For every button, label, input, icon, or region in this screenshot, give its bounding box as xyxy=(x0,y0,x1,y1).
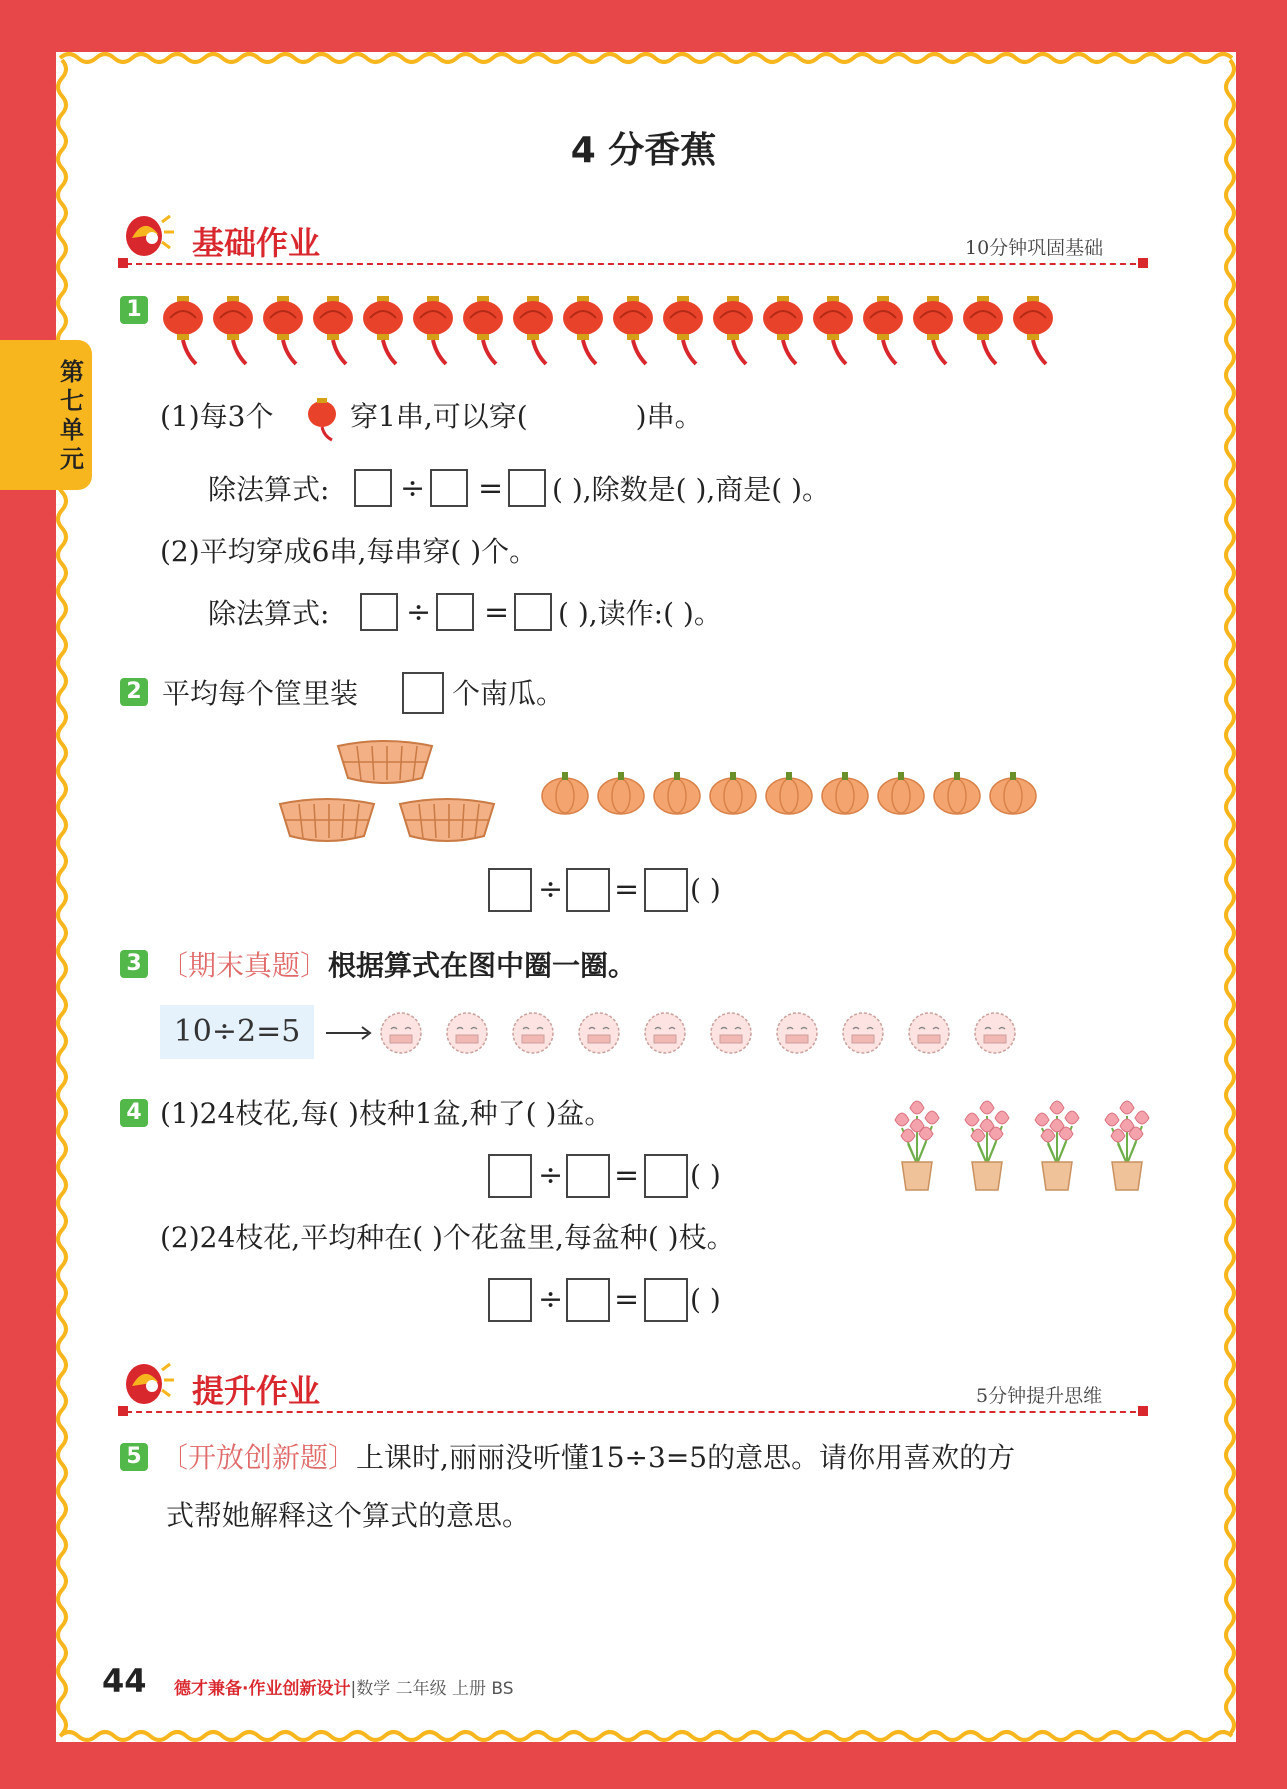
answer-box[interactable] xyxy=(354,469,392,507)
page-number: 44 xyxy=(102,1662,147,1700)
q2-text-a: 平均每个筐里装 xyxy=(162,677,359,710)
q1-part1-b-text: 穿1串,可以穿( xyxy=(350,400,528,433)
answer-box[interactable] xyxy=(566,1154,610,1198)
q1-div1-tail: ( ),除数是( ),商是( )。 xyxy=(552,473,831,506)
q5-line-2: 式帮她解释这个算式的意思。 xyxy=(166,1499,531,1532)
q3-formula: 10÷2=5 xyxy=(160,1005,314,1059)
face-peach[interactable] xyxy=(510,1010,556,1056)
rule-end-left xyxy=(118,258,128,268)
flower-pot xyxy=(1028,1096,1086,1192)
q4-part2-text: (2)24枝花,平均种在( )个花盆里,每盆种( )枝。 xyxy=(160,1221,735,1254)
pumpkin xyxy=(876,768,926,816)
lantern xyxy=(610,294,656,368)
answer-box[interactable] xyxy=(436,593,474,631)
q1-part1-c-text: )串。 xyxy=(635,400,703,433)
face-peach[interactable] xyxy=(840,1010,886,1056)
rule-end-left xyxy=(118,1406,128,1416)
q3-instruction: 根据算式在图中圈一圈。 xyxy=(328,949,637,982)
lantern xyxy=(910,294,956,368)
basket xyxy=(396,796,498,844)
face-peach[interactable] xyxy=(906,1010,952,1056)
q3-tag: 〔期末真题〕 xyxy=(160,949,329,982)
answer-box[interactable] xyxy=(566,868,610,912)
rule-end-right xyxy=(1138,258,1148,268)
section-rule xyxy=(126,1411,1146,1413)
question-number-5: 5 xyxy=(120,1443,148,1471)
question-number-4: 4 xyxy=(120,1099,148,1127)
flower-pot xyxy=(958,1096,1016,1192)
lantern xyxy=(160,294,206,368)
q5-tag: 〔开放创新题〕 xyxy=(160,1441,357,1474)
face-peach[interactable] xyxy=(774,1010,820,1056)
unit-parens: ( ) xyxy=(690,873,721,906)
pumpkin xyxy=(540,768,590,816)
lantern-icon xyxy=(304,394,344,444)
pumpkin xyxy=(764,768,814,816)
section-note-advanced: 5分钟提升思维 xyxy=(976,1385,1103,1407)
section-title-basic: 基础作业 xyxy=(192,224,321,262)
equals-sign: = xyxy=(614,1158,640,1193)
bell-icon xyxy=(118,1356,178,1412)
equals-sign: = xyxy=(484,595,510,630)
face-peach[interactable] xyxy=(378,1010,424,1056)
lantern xyxy=(660,294,706,368)
equals-sign: = xyxy=(614,1282,640,1317)
q5-line1-text: 上课时,丽丽没听懂15÷3=5的意思。请你用喜欢的方 xyxy=(356,1441,1016,1474)
divide-sign: ÷ xyxy=(400,471,426,506)
q3-text xyxy=(160,946,636,986)
lantern xyxy=(1010,294,1056,368)
question-number-1: 1 xyxy=(120,296,148,324)
pumpkin xyxy=(988,768,1038,816)
answer-box[interactable] xyxy=(644,1278,688,1322)
unit-parens: ( ) xyxy=(690,1283,721,1316)
pumpkin xyxy=(596,768,646,816)
lantern xyxy=(210,294,256,368)
pumpkin xyxy=(652,768,702,816)
flower-pot xyxy=(1098,1096,1156,1192)
equals-sign: = xyxy=(478,471,504,506)
face-peach[interactable] xyxy=(444,1010,490,1056)
lantern xyxy=(710,294,756,368)
face-peach[interactable] xyxy=(708,1010,754,1056)
q1-part1-b xyxy=(350,397,703,437)
footer-brand: 德才兼备·作业创新设计 xyxy=(174,1679,351,1699)
answer-box[interactable] xyxy=(430,469,468,507)
answer-box[interactable] xyxy=(566,1278,610,1322)
q5-line-1 xyxy=(160,1438,1015,1478)
answer-box[interactable] xyxy=(402,672,444,714)
answer-box[interactable] xyxy=(360,593,398,631)
face-peach[interactable] xyxy=(642,1010,688,1056)
unit-tab-label: 第七单元 xyxy=(60,358,84,473)
answer-box[interactable] xyxy=(644,868,688,912)
face-peach[interactable] xyxy=(576,1010,622,1056)
lantern xyxy=(510,294,556,368)
face-peach[interactable] xyxy=(972,1010,1018,1056)
divide-sign: ÷ xyxy=(406,595,432,630)
lantern xyxy=(860,294,906,368)
question-number-3: 3 xyxy=(120,950,148,978)
divide-sign: ÷ xyxy=(538,1158,564,1193)
answer-box[interactable] xyxy=(488,1154,532,1198)
basket xyxy=(276,796,378,844)
divide-sign: ÷ xyxy=(538,872,564,907)
lantern xyxy=(410,294,456,368)
q1-div-label-1: 除法算式: xyxy=(208,473,330,506)
pumpkin xyxy=(708,768,758,816)
page-title: 4 分香蕉 xyxy=(570,130,717,171)
footer-info: |数学 二年级 上册 BS xyxy=(350,1679,514,1699)
arrow-icon xyxy=(324,1022,374,1044)
flower-pot xyxy=(888,1096,946,1192)
rule-end-right xyxy=(1138,1406,1148,1416)
q1-part1-text xyxy=(160,397,273,437)
lantern xyxy=(360,294,406,368)
bell-icon xyxy=(118,208,178,264)
basket xyxy=(334,738,436,786)
section-rule xyxy=(126,263,1146,265)
divide-sign: ÷ xyxy=(538,1282,564,1317)
lantern xyxy=(560,294,606,368)
q1-div2-tail: ( ),读作:( )。 xyxy=(558,597,722,630)
q1-part2-text: (2)平均穿成6串,每串穿( )个。 xyxy=(160,535,538,568)
unit-parens: ( ) xyxy=(690,1159,721,1192)
question-number-2: 2 xyxy=(120,678,148,706)
unit-tab xyxy=(0,340,92,490)
answer-box[interactable] xyxy=(508,469,546,507)
pumpkin xyxy=(932,768,982,816)
lantern xyxy=(960,294,1006,368)
lantern xyxy=(760,294,806,368)
lantern xyxy=(810,294,856,368)
section-title-advanced: 提升作业 xyxy=(192,1372,321,1410)
q1-part1-a: (1)每3个 xyxy=(160,400,274,433)
section-note-basic: 10分钟巩固基础 xyxy=(965,237,1104,259)
equals-sign: = xyxy=(614,872,640,907)
answer-box[interactable] xyxy=(488,1278,532,1322)
lantern xyxy=(460,294,506,368)
answer-box[interactable] xyxy=(514,593,552,631)
answer-box[interactable] xyxy=(488,868,532,912)
lantern xyxy=(310,294,356,368)
q2-text-b: 个南瓜。 xyxy=(452,677,565,710)
pumpkin xyxy=(820,768,870,816)
lantern xyxy=(260,294,306,368)
answer-box[interactable] xyxy=(644,1154,688,1198)
footer-text xyxy=(174,1674,514,1699)
q4-part1-text: (1)24枝花,每( )枝种1盆,种了( )盆。 xyxy=(160,1097,613,1130)
q1-div-label-2: 除法算式: xyxy=(208,597,330,630)
